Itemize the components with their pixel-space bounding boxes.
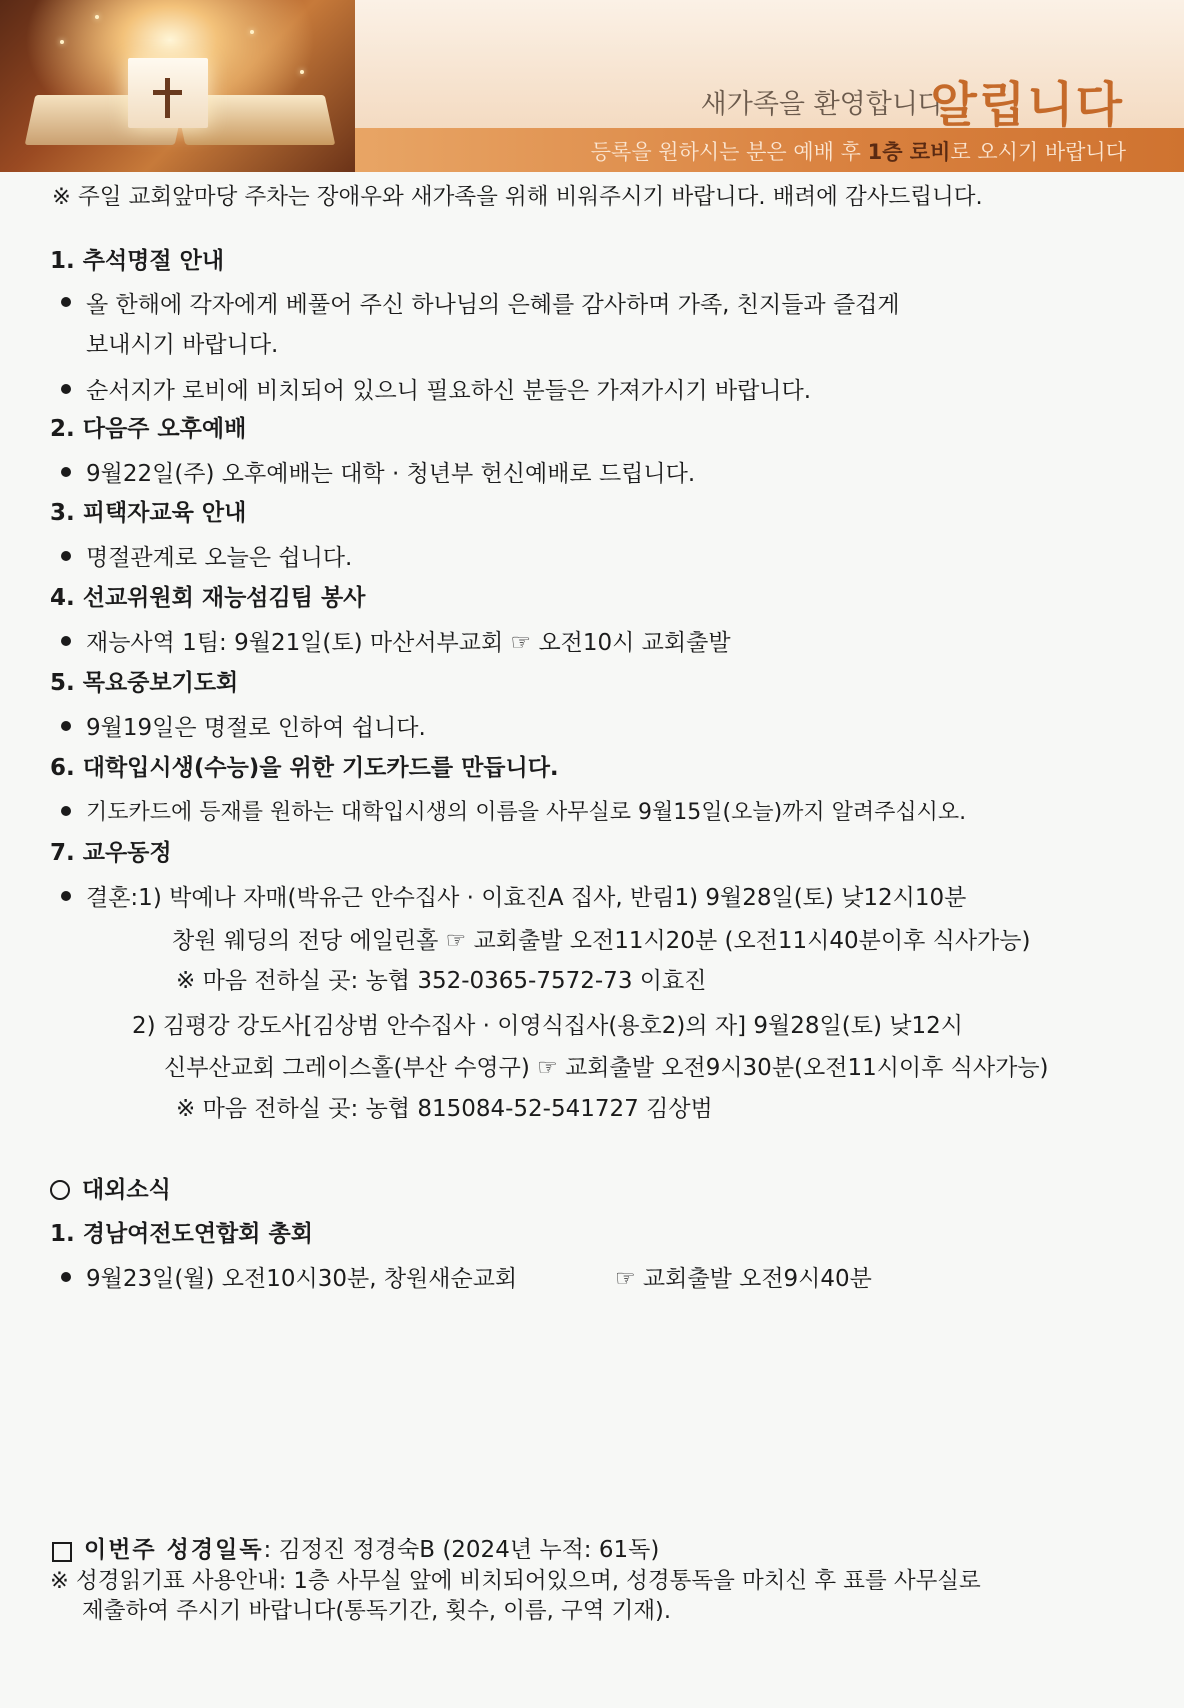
bullet-dot (61, 636, 71, 646)
bullet-dot (61, 891, 71, 901)
bullet-dot (61, 467, 71, 477)
bullet-dot (61, 384, 71, 394)
external-heading-1: 1. 경남여전도연합회 총회 (50, 1221, 313, 1247)
circle-icon (50, 1180, 70, 1200)
bible-reading-text: : 김정진 정경숙B (2024년 누적: 61독) (263, 1537, 660, 1563)
section-4-item-1: 재능사역 1팀: 9월21일(토) 마산서부교회 ☞ 오전10시 교회출발 (86, 630, 731, 656)
reading-chart-note-2: 제출하여 주시기 바랍니다(통독기간, 횟수, 이름, 구역 기재). (82, 1598, 671, 1624)
register-note (591, 136, 1126, 166)
wedding-2-line-1: 2) 김평강 강도사[김상범 안수집사 · 이영식집사(용호2)의 자] 9월28일(토) 낮12시 (132, 1013, 963, 1039)
section-heading-4: 4. 선교위원회 재능섬김팀 봉사 (50, 585, 366, 611)
welcome-text: 새가족을 환영합니다 (700, 89, 944, 120)
section-6-item-1: 기도카드에 등재를 원하는 대학입시생의 이름을 사무실로 9월15일(오늘)까지 알려주십시오. (86, 800, 967, 825)
wedding-2-line-2: 신부산교회 그레이스홀(부산 수영구) ☞ 교회출발 오전9시30분(오전11시이후 식사가능) (164, 1055, 1049, 1081)
section-5-item-1: 9월19일은 명절로 인하여 쉽니다. (86, 715, 426, 741)
register-bold: 1층 로비 (867, 140, 951, 164)
section-heading-7: 7. 교우동정 (50, 840, 172, 866)
section-heading-1: 1. 추석명절 안내 (50, 248, 225, 274)
section-heading-2: 2. 다음주 오후예배 (50, 416, 247, 442)
cross-icon (165, 78, 170, 118)
external-item-1: 9월23일(월) 오전10시30분, 창원새순교회 (86, 1266, 518, 1292)
parking-note: ※ 주일 교회앞마당 주차는 장애우와 새가족을 위해 비워주시기 바랍니다. 배려에 감사드립니다. (52, 184, 983, 210)
sparkle (300, 70, 304, 74)
cross-icon-bar (153, 90, 182, 95)
register-suffix: 로 오시기 바랍니다 (950, 140, 1126, 164)
section-1-item-1-cont: 보내시기 바랍니다. (86, 332, 279, 358)
sparkle (60, 40, 64, 44)
section-heading-6: 6. 대학입시생(수능)을 위한 기도카드를 만듭니다. (50, 755, 559, 781)
bullet-dot (61, 297, 71, 307)
wedding-1-account: ※ 마음 전하실 곳: 농협 352-0365-7572-73 이효진 (176, 968, 707, 994)
register-prefix: 등록을 원하시는 분은 예배 후 (590, 140, 868, 164)
reading-chart-note-1: ※ 성경읽기표 사용안내: 1층 사무실 앞에 비치되어있으며, 성경통독을 마치신 후 표를 사무실로 (50, 1568, 981, 1594)
bible-reading-label: 이번주 성경일독 (84, 1537, 264, 1563)
section-heading-3: 3. 피택자교육 안내 (50, 500, 247, 526)
section-1-item-2: 순서지가 로비에 비치되어 있으니 필요하신 분들은 가져가시기 바랍니다. (86, 378, 812, 404)
wedding-1-line-2: 창원 웨딩의 전당 에일린홀 ☞ 교회출발 오전11시20분 (오전11시40분이후 식사가능) (172, 928, 1031, 954)
section-3-item-1: 명절관계로 오늘은 쉽니다. (86, 545, 353, 571)
bullet-dot (61, 551, 71, 561)
section-1-item-1: 올 한해에 각자에게 베풀어 주신 하나님의 은혜를 감사하며 가족, 친지들과 즐겁게 (86, 292, 900, 318)
section-2-item-1: 9월22일(주) 오후예배는 대학 · 청년부 헌신예배로 드립니다. (86, 461, 696, 487)
bible-cross-image (0, 0, 355, 172)
notice-title: 알립니다 (930, 77, 1124, 133)
bullet-dot (61, 1272, 71, 1282)
bullet-dot (61, 721, 71, 731)
section-heading-5: 5. 목요중보기도회 (50, 670, 239, 696)
bible-reading-line (84, 1535, 659, 1565)
external-item-1-departure: ☞ 교회출발 오전9시40분 (615, 1266, 872, 1292)
external-news-title: 대외소식 (82, 1177, 171, 1203)
header-banner (0, 0, 1184, 172)
sparkle (250, 30, 254, 34)
wedding-1-line-1: 결혼:1) 박예나 자매(박유근 안수집사 · 이효진A 집사, 반림1) 9월28일(토) 낮12시10분 (86, 885, 967, 911)
bullet-dot (61, 806, 71, 816)
checkbox-icon (52, 1542, 72, 1562)
wedding-2-account: ※ 마음 전하실 곳: 농협 815084-52-541727 김상범 (176, 1096, 713, 1122)
sparkle (95, 15, 99, 19)
